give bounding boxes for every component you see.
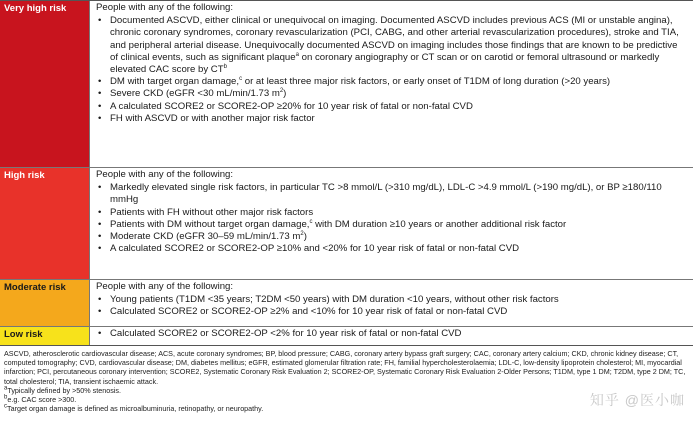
criteria-item: • Patients with DM without target organ damage,$^c$ with DM duration ≥10 years or another additional risk factor [98, 218, 567, 230]
bullet-icon: • [98, 88, 102, 100]
criteria-item: • A calculated SCORE2 or SCORE2-OP ≥20% for 10 year risk of fatal or non-fatal CVD [98, 100, 473, 112]
bullet-icon: • [98, 243, 102, 255]
criteria-item: • Severe CKD (eGFR <30 mL/min/1.73 $m^2$) [98, 88, 287, 100]
footnote-b: $^b$e.g. CAC score >300. [4, 394, 77, 405]
criteria-intro: People with any of the following: [96, 169, 234, 180]
criteria-item: • Markedly elevated single risk factors, in particular TC >8 mmol/L (>310 mg/dL), LDL-C >4.9 mmol/L (>190 mg/dL), or BP ≥180/110 mmHg [98, 182, 662, 206]
risk-criteria [90, 1, 693, 167]
risk-criteria [90, 168, 693, 279]
risk-row [0, 168, 693, 280]
risk-criteria [90, 327, 693, 345]
bullet-icon: • [98, 328, 102, 339]
criteria-item: • Patients with FH without other major risk factors [98, 206, 314, 218]
table-footnotes [4, 349, 689, 413]
risk-category-label: Moderate risk [0, 280, 90, 326]
footnote-a: $^a$Typically defined by >50% stenosis. [4, 385, 122, 395]
criteria-item: • FH with ASCVD or with another major risk factor [98, 112, 315, 124]
risk-category-label: Very high risk [0, 1, 90, 167]
bullet-icon: • [98, 112, 102, 124]
watermark-text: 知乎 @医小咖 [589, 392, 685, 408]
criteria-item: • A calculated SCORE2 or SCORE2-OP ≥10% and <20% for 10 year risk of fatal or non-fatal CVD [98, 243, 520, 255]
criteria-item: • DM with target organ damage,$^c$ or at least three major risk factors, or early onset of T1DM of long duration (>20 years) [98, 76, 611, 88]
criteria-item: • Moderate CKD (eGFR 30–59 mL/min/1.73 $m^2$) [98, 230, 307, 243]
criteria-intro: People with any of the following: [96, 2, 234, 13]
criteria-item: • Calculated SCORE2 or SCORE2-OP ≥2% and <10% for 10 year risk of fatal or non-fatal CVD [98, 306, 508, 318]
bullet-icon: • [98, 231, 102, 243]
bullet-icon: • [98, 294, 102, 306]
risk-category-label: High risk [0, 168, 90, 279]
criteria-intro: People with any of the following: [96, 281, 234, 292]
abbreviations-note: ASCVD, atherosclerotic cardiovascular disease; ACS, acute coronary syndromes; BP, blood pressure; CABG, coronary artery bypass graft surgery; CAC, coronary artery calcium; CKD, chronic kidney disease; CT, computed tomography; CVD, cardiovascular disease; DM, diabetes mellitus; eGFR, estimated glomerular filtration rate; FH, familial hypercholesterolaemia; LDL-C, low-density lipoprotein cholesterol; MI, myocardial infarction; PCI, percutaneous coronary intervention; SCORE2, Systematic Coronary Risk Evaluation 2; SCORE2-OP, Systematic Coronary Risk Evaluation 2-Older Persons; T1DM, type 1 DM; T2DM, type 2 DM; TC, total cholesterol; TIA, transient ischaemic attack. [4, 349, 686, 386]
criteria-item: • Young patients (T1DM <35 years; T2DM <50 years) with DM duration <10 years, without other risk factors [98, 294, 559, 306]
bullet-icon: • [98, 15, 102, 27]
criteria-item: • Calculated SCORE2 or SCORE2-OP <2% for 10 year risk of fatal or non-fatal CVD [98, 328, 462, 339]
footnote-c: $^c$Target organ damage is defined as microalbuminuria, retinopathy, or neuropathy. [4, 403, 264, 414]
bullet-icon: • [98, 218, 102, 230]
risk-row [0, 1, 693, 168]
bullet-icon: • [98, 306, 102, 318]
risk-row [0, 280, 693, 327]
bullet-icon: • [98, 206, 102, 218]
bullet-icon: • [98, 76, 102, 88]
risk-criteria [90, 280, 693, 326]
bullet-icon: • [98, 100, 102, 112]
bullet-icon: • [98, 182, 102, 194]
risk-category-label: Low risk [0, 327, 90, 345]
risk-row [0, 327, 693, 345]
criteria-item: • Documented ASCVD, either clinical or unequivocal on imaging. Documented ASCVD includes previous ACS (MI or unstable angina), chronic coronary syndromes, coronary revascularization (PCI, CABG, and other arterial revascularization procedures), stroke and TIA, and peripheral arterial disease. Unequivocally documented ASCVD on imaging includes those findings that are known to be predictive of clinical events, such as significant plaque$^a$ on coronary angiography or CT scan or on carotid or femoral ultrasound or markedly elevated CAC score by $CT^b$ [98, 15, 679, 76]
